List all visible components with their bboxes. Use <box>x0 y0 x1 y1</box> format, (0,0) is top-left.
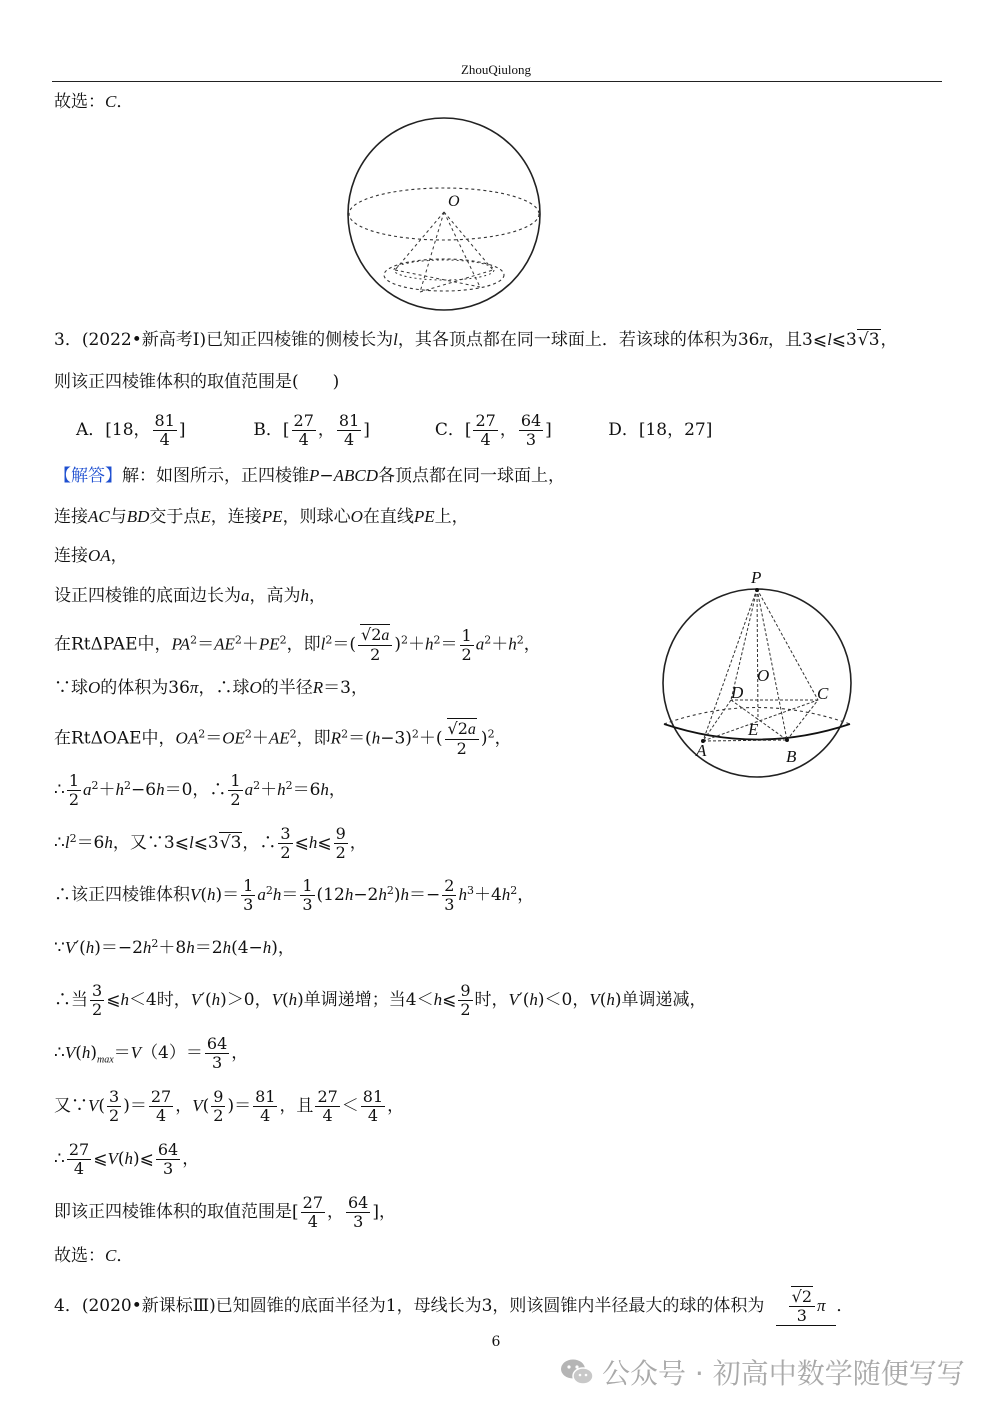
fig1-label-o: O <box>448 193 460 210</box>
header-rule <box>52 81 942 82</box>
solution-conclusion: 故选：C． <box>54 1246 134 1266</box>
option-d[interactable]: D．[18，27] <box>608 420 713 440</box>
answer-tag: 【解答】 <box>54 466 122 486</box>
solution-line-3: 连接OA， <box>54 546 128 566</box>
watermark <box>560 1352 965 1392</box>
q4-stem: 4．(2020•新课标Ⅲ)已知圆锥的底面半径为1，母线长为3，则该圆锥内半径最大的球的体积为 $\frac{√2}{3}$ π ． <box>54 1287 854 1325</box>
q4-answer: $\frac{√2}{3}$ π <box>776 1288 837 1326</box>
wechat-icon <box>560 1358 594 1386</box>
solution-line-7: 在RtΔOAE中，$OA^2=OE^2+AE^2$，即$R^2=(h-3)^2+$( $\frac{√2a}{2}$ )$^2$， <box>54 719 512 758</box>
page-header: ZhouQiulong <box>460 62 532 77</box>
solution-line-12: ∴当 $\frac{3}{2}$ ⩽h＜4时，V′(h)＞0，V(h)单调递增；当4＜h⩽ $\frac{9}{2}$ 时，V′(h)＜0，V(h)单调递减， <box>54 981 707 1019</box>
fig2-label-p: P <box>751 568 762 587</box>
q3-stem-line2: 则该正四棱锥体积的取值范围是( ) <box>54 372 340 392</box>
solution-line-6: ∵球O的体积为36π，∴球O的半径R＝3， <box>54 678 368 698</box>
page-number: 6 <box>491 1334 501 1350</box>
sphere-figure-2 <box>655 563 860 778</box>
solution-line-14: 又∵V( $\frac{3}{2}$ )＝ $\frac{27}{4}$ ，V( $\frac{9}{2}$ )＝ $\frac{81}{4}$ ，且 $\frac{27}{4}$ ＜ $\frac{81}{4}$ ， <box>54 1087 405 1125</box>
q4-stem-text: 4．(2020•新课标Ⅲ)已知圆锥的底面半径为1，母线长为3，则该圆锥内半径最大的球的体积为 <box>54 1296 765 1316</box>
solution-line-11: $\because V'(h)=-2h^2+8h=2h(4-h)$， <box>54 937 295 958</box>
q3-options <box>54 412 712 449</box>
solution-line-8: ∴ $\frac{1}{2}$ $a^2+h^2-6h=0$，∴ $\frac{1}{2}$ $a^2+h^2=6h$， <box>54 771 346 809</box>
fig2-label-e: E <box>748 720 759 739</box>
option-a[interactable]: A．[18， $\frac{81}{4}$ ] <box>76 411 186 449</box>
fig2-label-c: C <box>817 684 829 703</box>
solution-line-5: 在RtΔPAE中，$PA^2=AE^2+PE^2$，即$l^2=$( $\frac{√2a}{2}$ )$^2+h^2=$ $\frac{1}{2}$ $a^2+h^2$， <box>54 625 541 664</box>
prev-conclusion: 故选：C． <box>54 92 134 112</box>
option-c[interactable]: C．[ $\frac{27}{4}$ ， $\frac{64}{3}$ ] <box>434 411 552 449</box>
fig2-label-d: D <box>731 683 744 702</box>
fig2-label-b: B <box>786 747 797 766</box>
option-b[interactable]: B．[ $\frac{27}{4}$ ， $\frac{81}{4}$ ] <box>253 411 370 449</box>
solution-line-4: 设正四棱锥的底面边长为a，高为h， <box>54 586 326 606</box>
fig2-label-o: O <box>757 666 770 685</box>
fig2-label-a: A <box>696 741 707 760</box>
watermark-text: 公众号 · 初高中数学随便写写 <box>602 1357 965 1390</box>
solution-line-9: $\therefore l^2=6h$，又∵3⩽l⩽3√3，∴ $\frac{3}{2}$ ⩽h⩽ $\frac{9}{2}$ ， <box>54 824 367 862</box>
q3-stem-line1: 3．(2022•新高考Ⅰ)已知正四棱锥的侧棱长为l，其各顶点都在同一球面上．若该球的体积为36π，且3⩽l⩽3√3， <box>54 330 898 350</box>
solution-line-2: 连接AC与BD交于点E，连接PE，则球心O在直线PE上， <box>54 507 469 527</box>
solution-line-13: $\therefore V(h)_{max}=V(4)=$ $\frac{64}{3}$ ， <box>54 1034 249 1072</box>
solution-line-1: 【解答】解：如图所示，正四棱锥P−ABCD各顶点都在同一球面上， <box>54 466 566 486</box>
solution-line-10: ∴该正四棱锥体积V(h)＝ $\frac{1}{3}$ $a^2h=$ $\frac{1}{3}$ $(12h-2h^2)h=-$ $\frac{2}{3}$ $h^3+4h^2$， <box>54 876 535 914</box>
sphere-figure-1 <box>340 112 550 317</box>
solution-line-16: 即该正四棱锥体积的取值范围是[ $\frac{27}{4}$ ， $\frac{64}{3}$ ]， <box>54 1193 396 1231</box>
solution-line-15: ∴ $\frac{27}{4}$ ⩽V(h)⩽ $\frac{64}{3}$ ， <box>54 1140 200 1178</box>
